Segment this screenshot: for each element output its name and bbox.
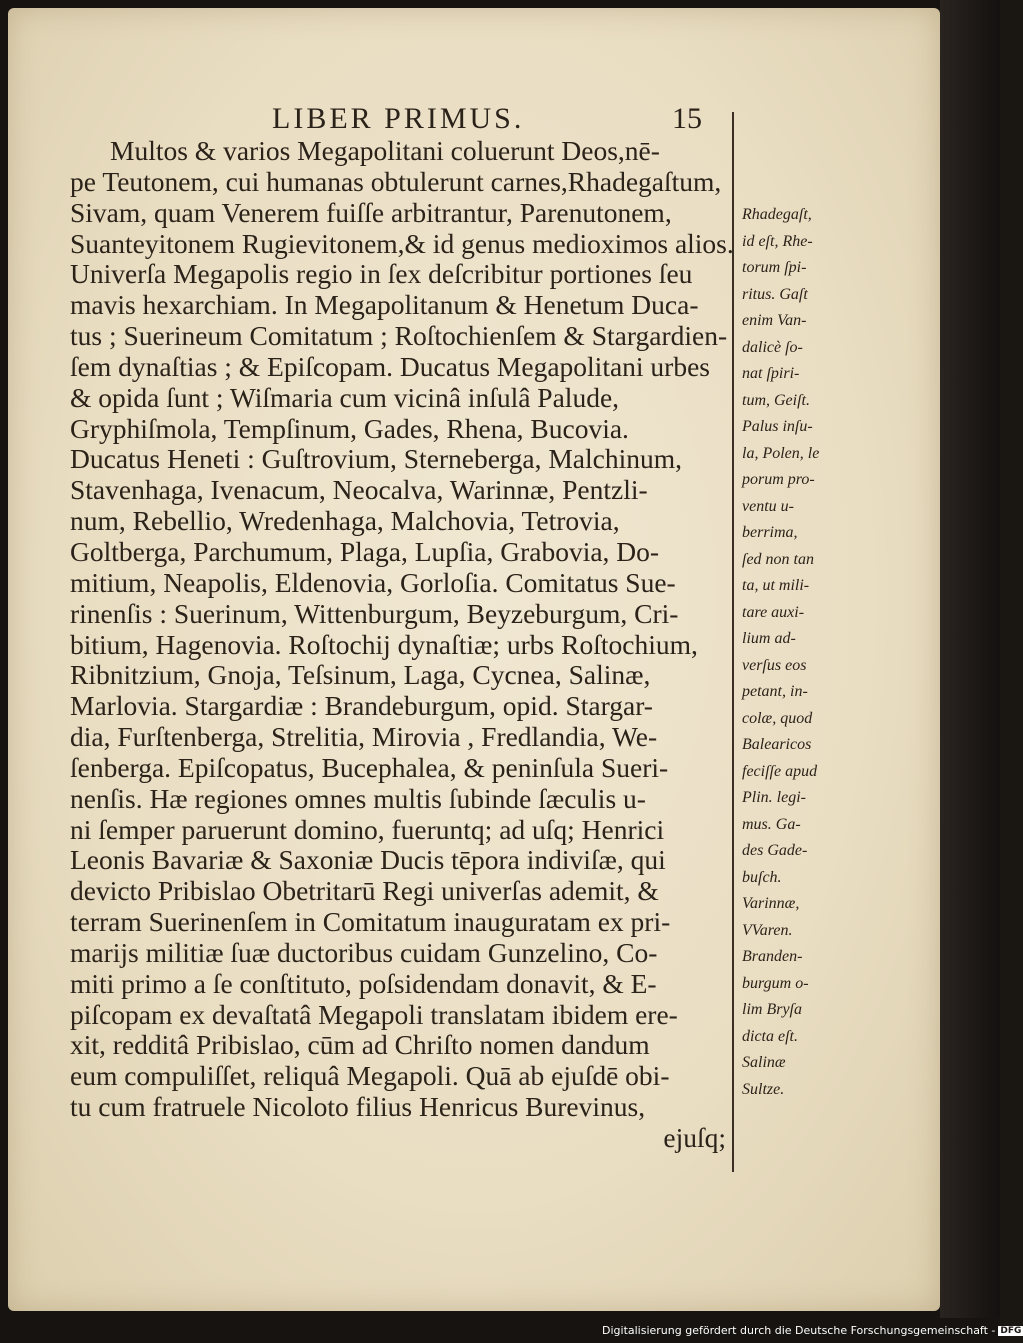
dfg-logo: DFG	[1000, 1326, 1022, 1336]
text-line: mitium, Neapolis, Eldenovia, Gorloſia. Comitatus Sue-	[70, 566, 676, 598]
text-line: nenſis. Hæ regiones omnes multis ſubinde ſæculis u-	[70, 782, 646, 814]
marginal-note-line: lim Bryſa	[742, 1001, 802, 1018]
text-line: xit, redditâ Pribislao, cūm ad Chriſto nomen dandum	[70, 1029, 650, 1061]
marginal-note-line: Palus inſu-	[742, 418, 813, 435]
running-title: LIBER PRIMUS.	[272, 102, 525, 135]
marginal-note-line: lium ad-	[742, 630, 796, 647]
marginal-note-line: ritus. Gaſt	[742, 285, 808, 303]
text-line: pe Teutonem, cui humanas obtulerunt carnes,Rhadegaſtum,	[70, 165, 722, 197]
marginal-note-line: ventu u-	[742, 497, 794, 515]
marginal-note-line: feciſſe apud	[742, 762, 818, 780]
marginal-note-line: torum ſpi-	[742, 259, 807, 276]
marginal-note-line: dalicè ſo-	[742, 338, 803, 356]
marginal-note-line: berrima,	[742, 524, 798, 541]
text-line: marijs militiæ ſuæ ductoribus cuidam Gunzelino, Co-	[70, 936, 658, 968]
text-line: tus ; Suerineum Comitatum ; Roſtochienſem & Stargardien-	[70, 320, 728, 352]
text-line: mavis hexarchiam. In Megapolitanum & Henetum Duca-	[70, 289, 699, 321]
marginal-note-line: ſed non tan	[742, 550, 814, 568]
text-line: ejuſq;	[663, 1122, 726, 1153]
text-line: rinenſis : Suerinum, Wittenburgum, Beyzeburgum, Cri-	[70, 597, 679, 629]
marginal-note-line: porum pro-	[742, 471, 815, 488]
text-line: tu cum fratruele Nicoloto filius Henricus Burevinus,	[70, 1091, 646, 1123]
text-line: eum compuliſſet, reliquâ Megapoli. Quā ab ejuſdē obi-	[70, 1060, 670, 1092]
main-text-block	[70, 136, 734, 1154]
marginal-note-line: mus. Ga-	[742, 815, 801, 833]
marginal-note-line: id eſt, Rhe-	[742, 232, 813, 250]
marginal-note-line: Rhadegaſt,	[742, 206, 812, 223]
text-line: num, Rebellio, Wredenhaga, Malchovia, Tetrovia,	[70, 505, 620, 537]
text-line: & opida ſunt ; Wiſmaria cum vicinâ inſulâ Palude,	[70, 381, 620, 413]
marginal-note-line: petant, in-	[742, 683, 808, 700]
text-line: Ducatus Heneti : Guſtrovium, Sterneberga, Malchinum,	[70, 443, 682, 475]
text-line: Suanteyitonem Rugievitonem,& id genus medioximos alios.	[70, 227, 734, 259]
text-line: ſenberga. Epiſcopatus, Bucephalea, & peninſula Sueri-	[70, 751, 669, 783]
text-line: Gryphiſmola, Tempſinum, Gades, Rhena, Bucovia.	[70, 412, 629, 444]
text-line: piſcopam ex devaſtatâ Megapoli translatam ibidem ere-	[70, 998, 678, 1030]
text-line: ſem dynaſtias ; & Epiſcopam. Ducatus Megapolitani urbes	[70, 350, 710, 382]
text-line: devicto Pribislao Obetritarū Regi univerſas ademit, &	[70, 875, 659, 907]
footer-text: Digitalisierung gefördert durch die Deutsche Forschungsgemeinschaft -	[602, 1324, 996, 1337]
marginal-note-line: Sultze.	[742, 1080, 785, 1098]
marginal-note-line: des Gade-	[742, 842, 808, 859]
text-line: Ribnitzium, Gnoja, Teſsinum, Laga, Cycnea, Salinæ,	[70, 659, 651, 691]
marginal-note-line: Balearicos	[742, 736, 812, 753]
marginal-note-line: enim Van-	[742, 312, 807, 329]
marginal-note-line: Varinnæ,	[742, 895, 800, 912]
text-line: ni ſemper paruerunt domino, fueruntq; ad uſq; Henrici	[70, 813, 665, 845]
page-edge-shadow	[940, 0, 1000, 1318]
text-line: Sivam, quam Venerem fuiſſe arbitrantur, Parenutonem,	[70, 196, 672, 228]
marginal-note-line: tare auxi-	[742, 603, 805, 621]
text-line: bitium, Hagenovia. Roſtochij dynaſtiæ; urbs Roſtochium,	[70, 628, 698, 660]
marginal-note-line: burgum o-	[742, 974, 809, 992]
marginal-note-line: Branden-	[742, 948, 803, 965]
text-line: dia, Furſtenberga, Strelitia, Mirovia , Fredlandia, We-	[70, 721, 658, 753]
marginal-note-line: tum, Geiſt.	[742, 391, 810, 409]
text-line: Goltberga, Parchumum, Plaga, Lupſia, Grabovia, Do-	[70, 535, 660, 567]
text-line: terram Suerinenſem in Comitatum inauguratam ex pri-	[70, 906, 671, 938]
marginal-note-line: ta, ut mili-	[742, 577, 810, 594]
marginal-note-line: VVaren.	[742, 921, 793, 939]
text-line: Leonis Bavariæ & Saxoniæ Ducis tēpora indiviſæ, qui	[70, 844, 666, 876]
text-line: miti primo a ſe conſtituto, poſsidendam donavit, & E-	[70, 967, 657, 999]
text-line: Multos & varios Megapolitani coluerunt Deos,nē-	[110, 135, 660, 166]
text-line: Univerſa Megapolis regio in ſex deſcribitur portiones ſeu	[70, 258, 693, 290]
marginalia-column	[742, 202, 842, 1103]
marginal-note-line: Plin. legi-	[742, 789, 806, 806]
marginal-note-line: buſch.	[742, 868, 782, 886]
text-line: Stavenhaga, Ivenacum, Neocalva, Warinnæ, Pentzli-	[70, 474, 648, 506]
marginal-note-line: Salinæ	[742, 1054, 786, 1071]
marginal-note-line: la, Polen, le	[742, 444, 820, 462]
marginal-note-line: dicta eſt.	[742, 1027, 798, 1045]
footer-credit	[602, 1324, 1022, 1340]
marginal-note-line: nat ſpiri-	[742, 365, 800, 382]
text-line: Marlovia. Stargardiæ : Brandeburgum, opid. Stargar-	[70, 690, 653, 722]
page-number: 15	[672, 102, 702, 135]
marginal-note-line: colæ, quod	[742, 709, 813, 727]
marginal-note-line: verſus eos	[742, 656, 807, 674]
